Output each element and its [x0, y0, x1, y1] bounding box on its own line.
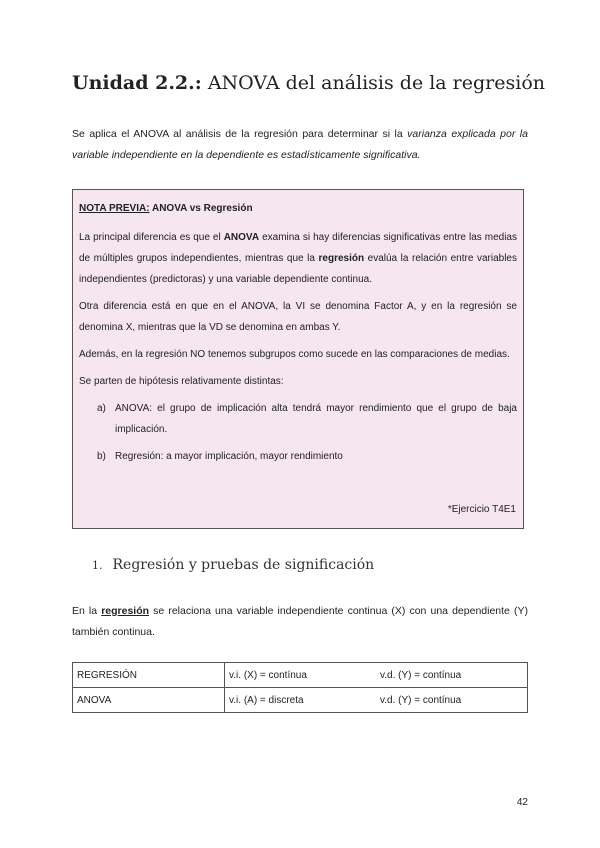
section-heading: [92, 557, 374, 573]
exercise-reference: *Ejercicio T4E1: [447, 504, 516, 515]
para2-regresion: regresión: [101, 605, 150, 617]
note-p1-a: La principal diferencia es que el: [79, 232, 224, 243]
list-item-text: ANOVA: el grupo de implicación alta tendrá mayor rendimiento que el grupo de baja implicación.: [115, 403, 517, 435]
table-cell: v.i. (X) = contínua: [225, 663, 377, 688]
table-cell: v.d. (Y) = contínua: [376, 688, 528, 713]
note-paragraph-3: Además, en la regresión NO tenemos subgrupos como sucede en las comparaciones de medias.: [79, 349, 510, 360]
note-p1-anova: ANOVA: [223, 232, 260, 243]
list-item: [79, 446, 517, 467]
note-p1-e: evalúa la relación entre variables independientes (predictoras) y una variable dependiente continua.: [79, 253, 517, 285]
note-box: [72, 189, 524, 529]
note-p1-regresion: regresión: [318, 253, 365, 264]
note-paragraph-4: Se parten de hipótesis relativamente distintas:: [79, 376, 284, 387]
note-heading: [79, 198, 517, 219]
note-p1-c: examina si hay diferencias significativas entre las medias de múltiples grupos independientes, mientras que la: [79, 232, 517, 264]
note-heading-label: NOTA PREVIA:: [79, 203, 150, 214]
unit-title-text: ANOVA del análisis de la regresión: [201, 72, 545, 94]
list-item-label: b): [97, 451, 106, 462]
note-heading-title: ANOVA vs Regresión: [149, 203, 253, 214]
unit-title-number: Unidad 2.2.:: [72, 72, 202, 94]
list-item: [79, 398, 517, 440]
note-paragraph-2: Otra diferencia está en que en el ANOVA, la VI se denomina Factor A, y en la regresión se denomina X, mientras que la VD se denomina en ambas Y.: [79, 301, 517, 333]
para2-c: se relaciona una variable independiente continua (X) con una dependiente (Y) también continua.: [72, 605, 528, 638]
hypothesis-list: [79, 398, 517, 467]
table-cell: v.d. (Y) = contínua: [376, 663, 528, 688]
intro-italic-text: varianza explicada por la variable independiente en la dependiente es estadísticamente significativa.: [72, 128, 528, 161]
note-paragraph-1: [79, 227, 517, 290]
unit-title: [72, 72, 545, 94]
para2-a: En la: [72, 605, 102, 617]
table-cell: REGRESIÓN: [73, 663, 225, 688]
intro-paragraph: [72, 124, 528, 166]
table-row: [73, 688, 528, 713]
table-cell: ANOVA: [73, 688, 225, 713]
list-item-text: Regresión: a mayor implicación, mayor rendimiento: [115, 451, 343, 462]
section-title: Regresión y pruebas de significación: [112, 557, 375, 573]
section-number: 1.: [92, 559, 103, 572]
table-row: [73, 663, 528, 688]
regression-paragraph: [72, 601, 528, 643]
page-number: 42: [516, 797, 528, 808]
comparison-table: [72, 662, 528, 713]
table-cell: v.i. (A) = discreta: [225, 688, 377, 713]
list-item-label: a): [97, 403, 106, 414]
intro-text: Se aplica el ANOVA al análisis de la regresión para determinar si la: [72, 128, 408, 140]
